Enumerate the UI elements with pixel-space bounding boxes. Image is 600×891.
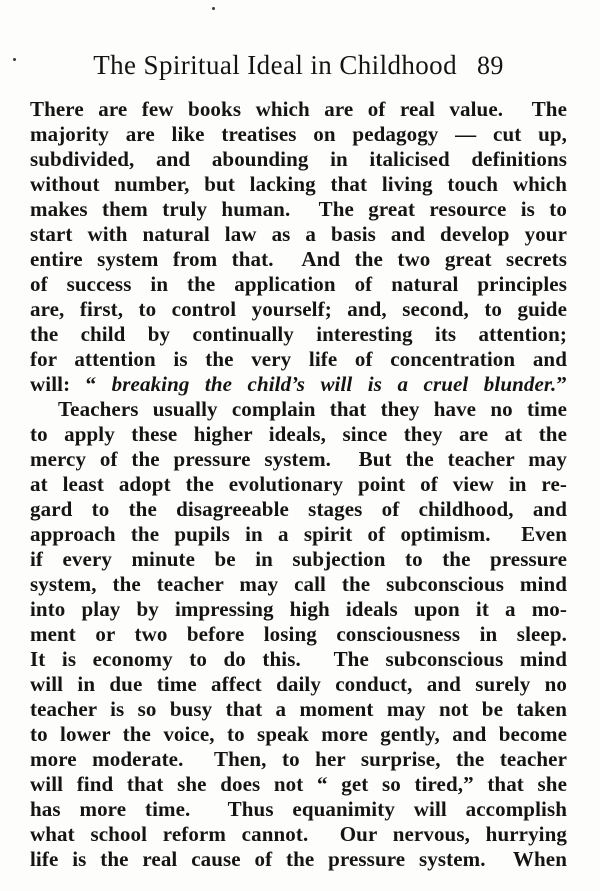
text-line xyxy=(30,447,567,472)
text-line xyxy=(30,322,567,347)
text-line xyxy=(30,272,567,297)
text-segment: are, first, to control yourself; and, second, to guide xyxy=(30,297,567,321)
text-line xyxy=(30,522,567,547)
text-line xyxy=(30,122,567,147)
text-segment: ” xyxy=(556,372,567,396)
text-segment: teacher is so busy that a moment may not be taken xyxy=(30,697,567,721)
text-segment: the child by continually interesting its attention; xyxy=(30,322,567,346)
text-segment: subdivided, and abounding in italicised definitions xyxy=(30,147,567,171)
text-segment: majority are like treatises on pedagogy — cut up, xyxy=(30,122,567,146)
text-line xyxy=(30,422,567,447)
text-segment: start with natural law as a basis and develop your xyxy=(30,222,567,246)
text-segment: to apply these higher ideals, since they are at the xyxy=(30,422,567,446)
text-segment: gard to the disagreeable stages of childhood, and xyxy=(30,497,567,521)
text-segment: system, the teacher may call the subconscious mind xyxy=(30,572,567,596)
text-line xyxy=(30,622,567,647)
text-line xyxy=(30,372,567,397)
text-segment: It is economy to do this. The subconscious mind xyxy=(30,647,567,671)
text-segment: will: “ xyxy=(30,372,112,396)
text-segment: without number, but lacking that living touch which xyxy=(30,172,567,196)
text-line xyxy=(30,222,567,247)
text-line xyxy=(30,597,567,622)
text-segment: at least adopt the evolutionary point of view in re- xyxy=(30,472,567,496)
text-line xyxy=(30,297,567,322)
paragraph xyxy=(30,397,567,872)
text-line xyxy=(30,747,567,772)
text-line xyxy=(30,172,567,197)
page-number: 89 xyxy=(476,51,504,80)
text-segment: will in due time affect daily conduct, and surely no xyxy=(30,672,567,696)
text-segment: life is the real cause of the pressure system. When xyxy=(30,847,567,871)
text-line xyxy=(30,672,567,697)
text-segment: There are few books which are of real value. The xyxy=(30,97,567,121)
text-segment: ment or two before losing consciousness in sleep. xyxy=(30,622,567,646)
text-line xyxy=(30,147,567,172)
text-line xyxy=(30,647,567,672)
body-text xyxy=(30,97,567,872)
text-segment: makes them truly human. The great resource is to xyxy=(30,197,567,221)
chapter-title: The Spiritual Ideal in Childhood xyxy=(93,50,457,80)
text-line xyxy=(30,722,567,747)
text-line xyxy=(30,697,567,722)
text-line xyxy=(30,822,567,847)
text-segment: mercy of the pressure system. But the teacher may xyxy=(30,447,567,471)
text-line xyxy=(30,497,567,522)
text-segment: if every minute be in subjection to the pressure xyxy=(30,547,567,571)
text-line xyxy=(30,547,567,572)
italic-text-segment: breaking the child’s will is a cruel blunder. xyxy=(111,372,557,396)
text-line xyxy=(30,97,567,122)
text-segment: Teachers usually complain that they have no time xyxy=(58,397,567,421)
text-line xyxy=(30,797,567,822)
text-segment: has more time. Thus equanimity will accomplish xyxy=(30,797,567,821)
text-line xyxy=(30,847,567,872)
text-segment: what school reform cannot. Our nervous, hurrying xyxy=(30,822,567,846)
text-line xyxy=(30,197,567,222)
text-line xyxy=(30,772,567,797)
text-segment: entire system from that. And the two great secrets xyxy=(30,247,567,271)
text-segment: approach the pupils in a spirit of optimism. Even xyxy=(30,522,567,546)
scan-artifact-dot xyxy=(212,7,215,10)
text-segment: into play by impressing high ideals upon it a mo- xyxy=(30,597,567,621)
text-segment: more moderate. Then, to her surprise, the teacher xyxy=(30,747,567,771)
text-segment: for attention is the very life of concentration and xyxy=(30,347,567,371)
text-line xyxy=(30,397,567,422)
text-line xyxy=(30,347,567,372)
text-line xyxy=(30,472,567,497)
running-header xyxy=(30,50,567,81)
text-line xyxy=(30,572,567,597)
text-line xyxy=(30,247,567,272)
text-segment: of success in the application of natural principles xyxy=(30,272,567,296)
scan-artifact-dot xyxy=(13,58,16,61)
paragraph xyxy=(30,97,567,397)
text-segment: will find that she does not “ get so tired,” that she xyxy=(30,772,567,796)
text-segment: to lower the voice, to speak more gently, and become xyxy=(30,722,567,746)
